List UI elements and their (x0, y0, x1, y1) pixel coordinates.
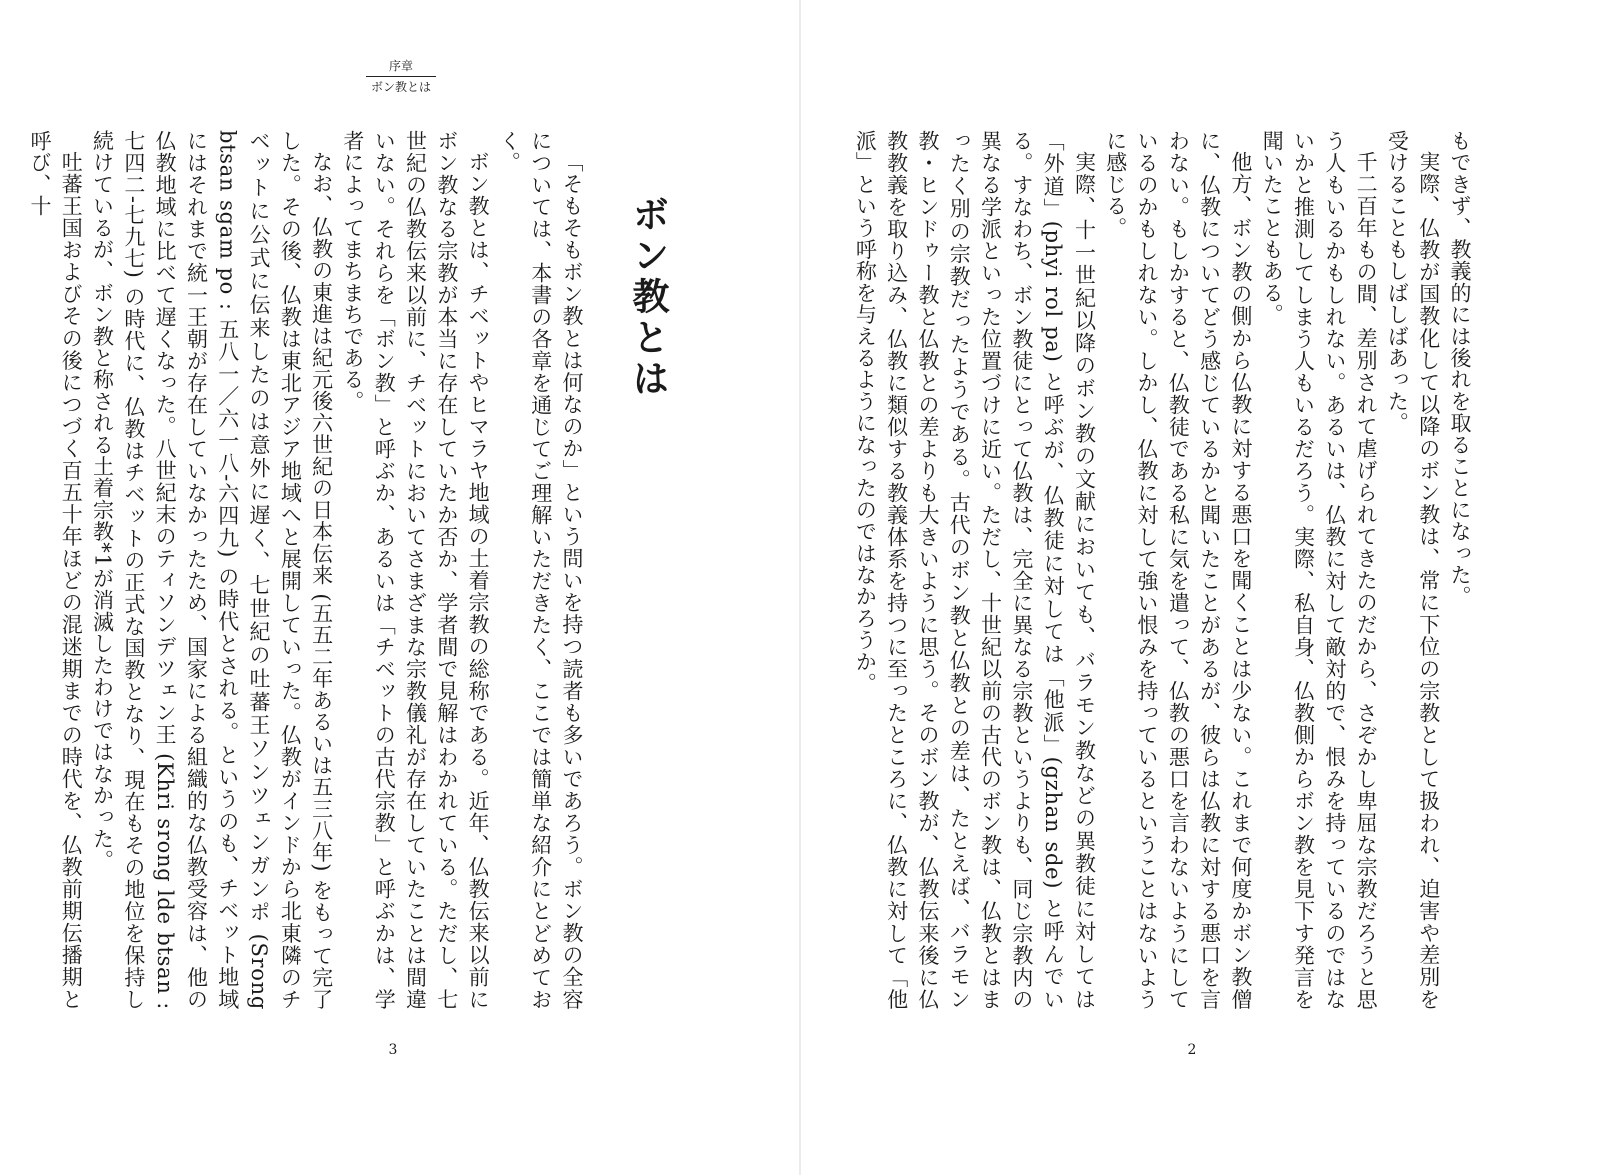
paragraph: 千二百年もの間、差別されて虐げられてきたのだから、さぞかし卑屈な宗教だろうと思う人もいるかもしれない。あるいは、仏教に対して敵対的で、恨みを持っているのではないかと推測してしまう人もいるだろう。実際、私自身、仏教側からボン教を見下す発言を聞いたこともある。 (1260, 130, 1379, 1010)
paragraph: 実際、十一世紀以降のボン教の文献においても、バラモン教などの異教徒に対しては「外道」(phyi rol pa) と呼ぶが、仏教徒に対しては「他派」(gzhan sde) と呼んでいる。すなわち、ボン教徒にとって仏教は、完全に異なる宗教というよりも、同じ宗教内の異なる学派といった位置づけに近い。ただし、十世紀以前の古代のボン教は、仏教とはまったく別の宗教だったようである。古代のボン教と仏教との差は、たとえば、バラモン教・ヒンドゥー教と仏教との差よりも大きいように思う。そのボン教が、仏教伝来後に仏教教義を取り込み、仏教に類似する教義体系を持つに至ったところに、仏教に対して「他派」という呼称を与えるようになったのではなかろうか。 (853, 130, 1097, 1011)
running-head-part: 序章 (388, 59, 413, 73)
right-page-text (849, 130, 1475, 1010)
paragraph: 「そもそもボン教とは何なのか」という問いを持つ読者も多いであろう。ボン教の全容については、本書の各章を通じてご理解いただきたく、ここでは簡単な紹介にとどめておく。 (497, 130, 584, 1010)
paragraph: もできず、教義的には後れを取ることになった。 (1448, 130, 1472, 608)
page-number-left: 3 (388, 1042, 398, 1058)
paragraph: 実際、仏教が国教化して以降のボン教は、常に下位の宗教として扱われ、迫害や差別を受けることもしばしばあった。 (1385, 130, 1441, 1010)
left-page-text (24, 130, 587, 1010)
paragraph: なお、仏教の東進は紀元後六世紀の日本伝来 (五五二年あるいは五三八年) をもって完了した。その後、仏教は東北アジア地域へと展開していった。仏教がインドから北東隣のチベットに公式に伝来したのは意外に遅く、七世紀の吐蕃王ソンツェンガンポ (Srong btsan sgam po : 五八一／六一八-六四九) の時代とされる。というのも、チベット地域にはそれまで統一王朝が存在していなかったため、国家による組織的な仏教受容は、他の仏教地域に比べて遅くなった。八世紀末のティソンデツェン王 (Khri srong lde btsan : 七四二-七九七) の時代に、仏教はチベットの正式な国教となり、現在もその地位を保持し続けているが、ボン教と称される土着宗教*1が消滅したわけではなかった。 (90, 130, 334, 1010)
page-number-right: 2 (1187, 1042, 1197, 1058)
right-page (800, 0, 1600, 1175)
running-head-title: ボン教とは (370, 80, 431, 94)
chapter-title: ボン教とは (626, 195, 669, 400)
paragraph: 他方、ボン教の側から仏教に対する悪口を聞くことは少ない。これまで何度かボン教僧に、仏教についてどう感じているかと聞いたことがあるが、彼らは仏教に対する悪口を言わない。もしかすると、仏教徒である私に気を遣って、仏教の悪口を言わないようにしているのかもしれない。しかし、仏教に対して強い恨みを持っているということはないように感じる。 (1103, 130, 1253, 1010)
running-head-rule (366, 76, 436, 77)
paragraph: ボン教とは、チベットやヒマラヤ地域の土着宗教の総称である。近年、仏教伝来以前にボン教なる宗教が本当に存在していたか否か、学者間で見解はわかれている。ただし、七世紀の仏教伝来以前に、チベットにおいてさまざまな宗教儀礼が存在していたことは間違いない。それらを「ボン教」と呼ぶか、あるいは「チベットの古代宗教」と呼ぶかは、学者によってまちまちである。 (340, 130, 491, 1010)
running-head (360, 58, 442, 95)
paragraph: 吐蕃王国およびその後につづく百五十年ほどの混迷期までの時代を、仏教前期伝播期と呼び、十 (27, 130, 84, 1010)
